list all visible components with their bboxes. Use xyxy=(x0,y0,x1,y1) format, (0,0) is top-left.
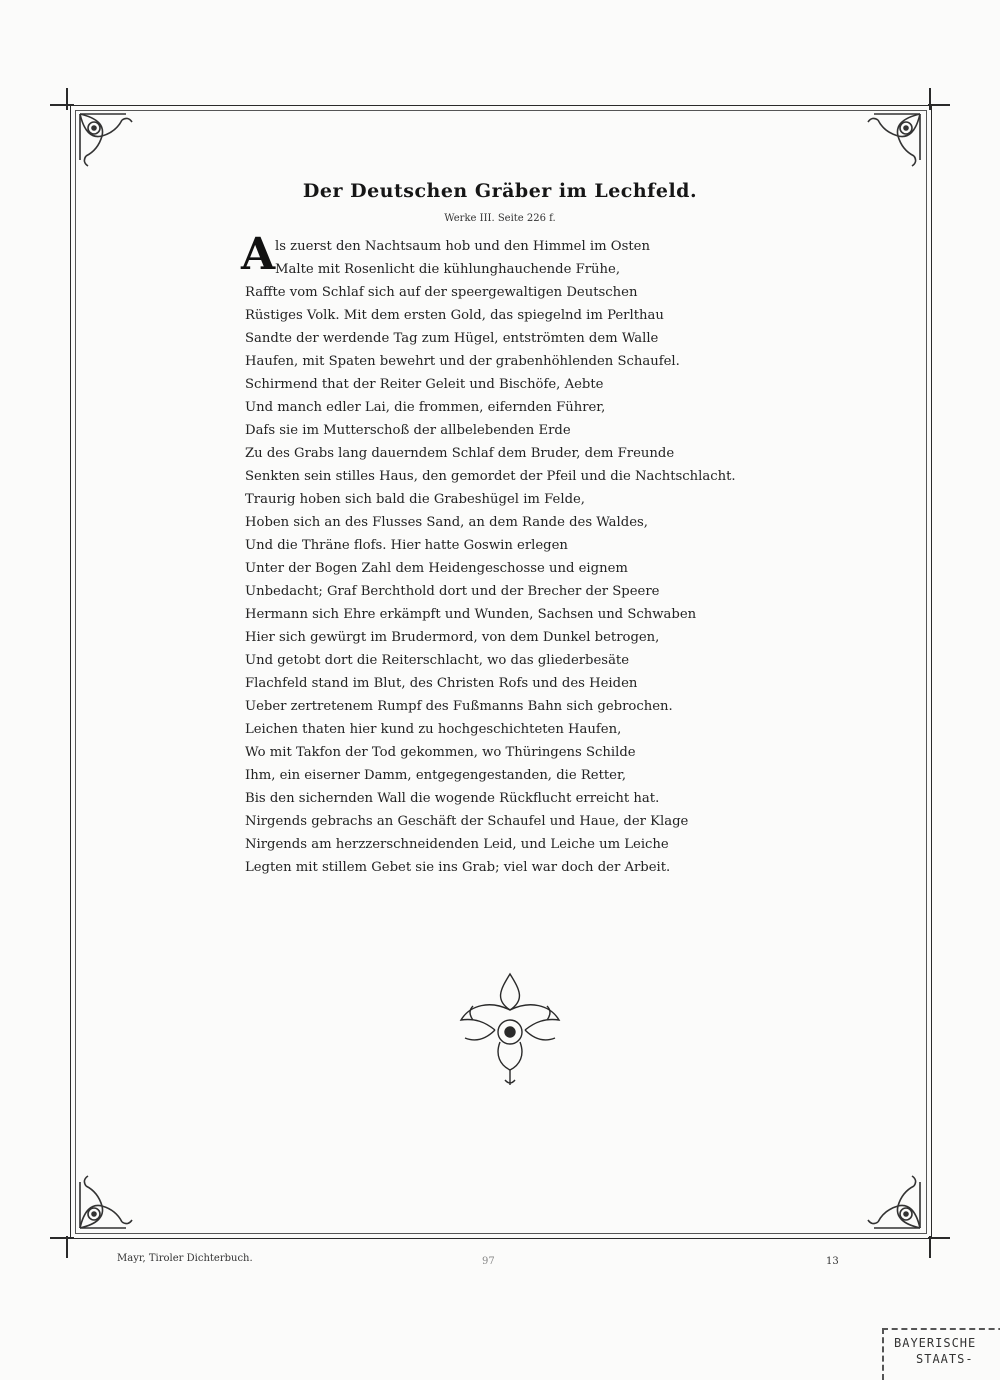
poem-body xyxy=(241,229,785,879)
frame-tick xyxy=(928,104,950,106)
poem-line: Rüstiges Volk. Mit dem ersten Gold, das spiegelnd im Perlthau xyxy=(245,308,664,323)
frame-tick xyxy=(66,88,68,110)
footer-page-number: 13 xyxy=(826,1256,839,1267)
poem-line: Leichen thaten hier kund zu hochgeschichteten Haufen, xyxy=(245,722,622,737)
frame-tick xyxy=(66,1236,68,1258)
poem-line: Und manch edler Lai, die frommen, eifernden Führer, xyxy=(245,400,606,415)
poem-line: Traurig hoben sich bald die Grabeshügel im Felde, xyxy=(245,492,586,507)
poem-line: Ueber zertretenem Rumpf des Fußmanns Bahn sich gebrochen. xyxy=(245,699,673,714)
poem-line: Und die Thräne flofs. Hier hatte Goswin erlegen xyxy=(245,538,568,553)
poem-line: Unter der Bogen Zahl dem Heidengeschosse und eignem xyxy=(245,561,628,576)
frame-tick xyxy=(50,1237,74,1239)
poem-line: Bis den sichernden Wall die wogende Rückflucht erreicht hat. xyxy=(245,791,660,806)
poem-line: Zu des Grabs lang dauerndem Schlaf dem Bruder, dem Freunde xyxy=(245,446,675,461)
poem-line: Schirmend that der Reiter Geleit und Bischöfe, Aebte xyxy=(245,377,604,392)
floral-ornament xyxy=(455,970,565,1090)
poem-line: Hermann sich Ehre erkämpft und Wunden, Sachsen und Schwaben xyxy=(245,607,697,622)
footer-page-number-faint: 97 xyxy=(482,1256,495,1267)
poem-line: Senkten sein stilles Haus, den gemordet der Pfeil und die Nachtschlacht. xyxy=(245,469,736,484)
poem-line: Und getobt dort die Reiterschlacht, wo das gliederbesäte xyxy=(245,653,630,668)
poem-line: Malte mit Rosenlicht die kühlunghauchende Frühe, xyxy=(275,262,621,277)
corner-ornament-bottom-left xyxy=(76,1166,142,1232)
frame-tick xyxy=(929,1236,931,1258)
poem-title: Der Deutschen Gräber im Lechfeld. xyxy=(302,180,698,202)
poem-line: Hoben sich an des Flusses Sand, an dem Rande des Waldes, xyxy=(245,515,648,530)
poem-line: Nirgends gebrachs an Geschäft der Schaufel und Haue, der Klage xyxy=(245,814,689,829)
drop-cap-initial: A xyxy=(241,229,276,280)
poem-line: Wo mit Takfon der Tod gekommen, wo Thüringens Schilde xyxy=(245,745,636,760)
poem-line: Legten mit stillem Gebet sie ins Grab; viel war doch der Arbeit. xyxy=(245,860,671,875)
poem-lines xyxy=(245,235,785,879)
poem-line: Raffte vom Schlaf sich auf der speergewaltigen Deutschen xyxy=(245,285,638,300)
footer-book-reference: Mayr, Tiroler Dichterbuch. xyxy=(117,1253,253,1264)
poem-line: Ihm, ein eiserner Damm, entgegengestanden, die Retter, xyxy=(245,768,627,783)
poem-source-reference: Werke III. Seite 226 f. xyxy=(444,213,556,224)
frame-tick xyxy=(50,104,74,106)
frame-tick xyxy=(928,1237,950,1239)
poem-line: Nirgends am herzzerschneidenden Leid, und Leiche um Leiche xyxy=(245,837,669,852)
stamp-line-2: STAATS- xyxy=(916,1352,974,1366)
stamp-line-1: BAYERISCHE xyxy=(894,1336,977,1350)
corner-ornament-top-right xyxy=(858,110,924,176)
corner-ornament-top-left xyxy=(76,110,142,176)
frame-tick xyxy=(929,88,931,110)
poem-line: Haufen, mit Spaten bewehrt und der grabenhöhlenden Schaufel. xyxy=(245,354,680,369)
corner-ornament-bottom-right xyxy=(858,1166,924,1232)
poem-line: Hier sich gewürgt im Brudermord, von dem Dunkel betrogen, xyxy=(245,630,660,645)
poem-line: Unbedacht; Graf Berchthold dort und der Brecher der Speere xyxy=(245,584,660,599)
poem-line: Sandte der werdende Tag zum Hügel, entströmten dem Walle xyxy=(245,331,659,346)
poem-line: ls zuerst den Nachtsaum hob und den Himmel im Osten xyxy=(275,239,650,254)
library-stamp xyxy=(882,1328,1000,1380)
poem-line: Dafs sie im Mutterschoß der allbelebenden Erde xyxy=(245,423,571,438)
poem-line: Flachfeld stand im Blut, des Christen Rofs und des Heiden xyxy=(245,676,638,691)
